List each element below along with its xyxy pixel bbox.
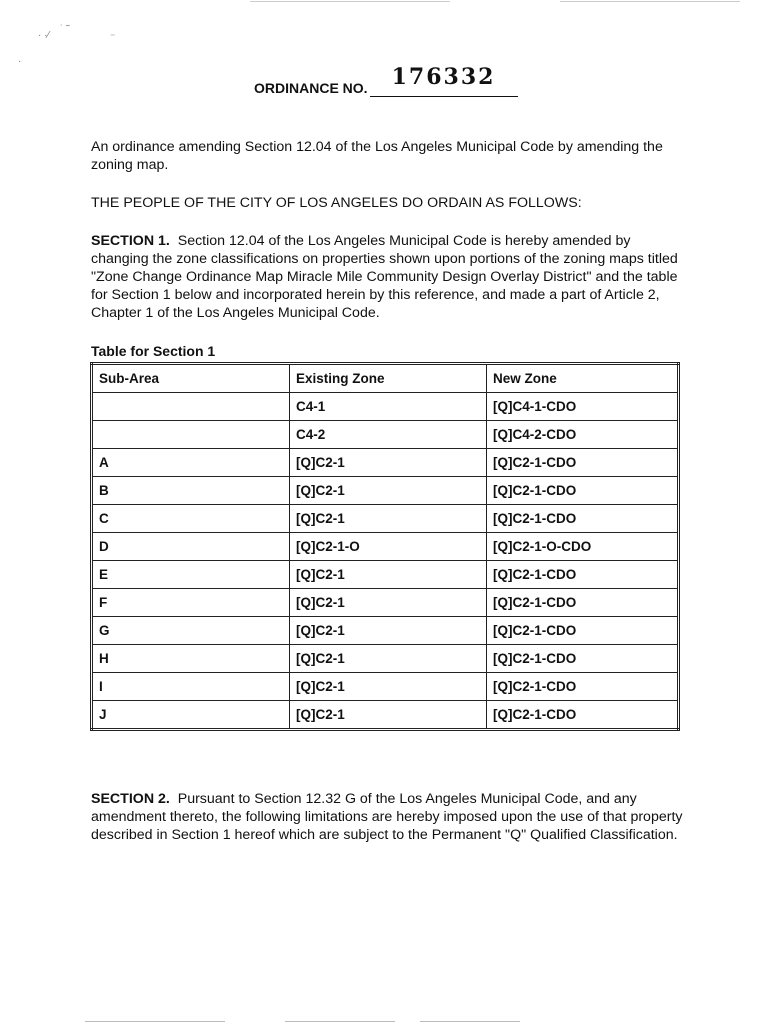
section-1-paragraph [91, 232, 691, 322]
new-zone-cell: [Q]C2-1-O-CDO [487, 533, 679, 561]
sub-area-cell: I [92, 673, 290, 701]
sub-area-cell: G [92, 617, 290, 645]
new-zone-cell: [Q]C2-1-CDO [487, 561, 679, 589]
sub-area-cell [92, 421, 290, 449]
section-2-text: Pursuant to Section 12.32 G of the Los Angeles Municipal Code, and any amendment thereto, the following limitations are hereby imposed upon the use of that property described in Section 1 hereof which are subject to the Permanent "Q" Qualified Classification. [91, 791, 683, 843]
sub-area-cell: D [92, 533, 290, 561]
table-row [92, 421, 679, 449]
existing-zone-cell: [Q]C2-1 [290, 477, 487, 505]
section-1-text: Section 12.04 of the Los Angeles Municipal Code is hereby amended by changing the zone classifications on properties shown upon portions of the zoning maps titled "Zone Change Ordinance Map Miracle Mile Community Design Overlay District" and the table for Section 1 below and incorporated herein by this reference, and made a part of Article 2, Chapter 1 of the Los Angeles Municipal Code. [91, 233, 678, 321]
new-zone-cell: [Q]C2-1-CDO [487, 673, 679, 701]
sub-area-cell [92, 393, 290, 421]
sub-area-cell: J [92, 701, 290, 730]
scan-speck: ⁻ [110, 32, 116, 43]
existing-zone-cell: [Q]C2-1 [290, 701, 487, 730]
scan-artifact-line [85, 1021, 225, 1022]
existing-zone-cell: C4-1 [290, 393, 487, 421]
section-2-paragraph [91, 790, 691, 844]
table-row [92, 645, 679, 673]
existing-zone-cell: [Q]C2-1 [290, 645, 487, 673]
existing-zone-cell: [Q]C2-1 [290, 589, 487, 617]
new-zone-cell: [Q]C2-1-CDO [487, 617, 679, 645]
section-2-heading: SECTION 2. [91, 791, 170, 807]
ordinance-label: ORDINANCE NO. [254, 80, 368, 96]
new-zone-cell: [Q]C2-1-CDO [487, 645, 679, 673]
scan-artifact-line [420, 1021, 520, 1022]
new-zone-cell: [Q]C2-1-CDO [487, 449, 679, 477]
zone-change-table [90, 362, 680, 731]
existing-zone-cell: [Q]C2-1 [290, 505, 487, 533]
scan-speck: · [18, 56, 22, 67]
ordinance-number-field [370, 64, 518, 97]
existing-zone-cell: [Q]C2-1 [290, 561, 487, 589]
column-header-existing-zone: Existing Zone [290, 364, 487, 393]
scan-artifact-line [560, 1, 740, 2]
sub-area-cell: A [92, 449, 290, 477]
table-row [92, 701, 679, 730]
scan-artifact-line [285, 1021, 395, 1022]
new-zone-cell: [Q]C2-1-CDO [487, 505, 679, 533]
table-row [92, 673, 679, 701]
table-row [92, 561, 679, 589]
existing-zone-cell: [Q]C2-1 [290, 673, 487, 701]
ordain-paragraph: THE PEOPLE OF THE CITY OF LOS ANGELES DO ORDAIN AS FOLLOWS: [91, 195, 582, 211]
scan-artifact-line [250, 1, 450, 2]
sub-area-cell: E [92, 561, 290, 589]
sub-area-cell: H [92, 645, 290, 673]
column-header-sub-area: Sub-Area [92, 364, 290, 393]
ordinance-number: 176332 [391, 64, 496, 90]
intro-paragraph: An ordinance amending Section 12.04 of the Los Angeles Municipal Code by amending the zoning map. [91, 139, 663, 173]
table-header-row [92, 364, 679, 393]
new-zone-cell: [Q]C2-1-CDO [487, 589, 679, 617]
table-row [92, 449, 679, 477]
table-row [92, 477, 679, 505]
existing-zone-cell: [Q]C2-1 [290, 449, 487, 477]
sub-area-cell: C [92, 505, 290, 533]
new-zone-cell: [Q]C2-1-CDO [487, 477, 679, 505]
table-row [92, 589, 679, 617]
table-row [92, 533, 679, 561]
new-zone-cell: [Q]C4-1-CDO [487, 393, 679, 421]
column-header-new-zone: New Zone [487, 364, 679, 393]
sub-area-cell: F [92, 589, 290, 617]
scan-speck: ˙ ˜ [60, 24, 70, 35]
existing-zone-cell: C4-2 [290, 421, 487, 449]
scan-speck: · ·⁄ [38, 30, 50, 41]
new-zone-cell: [Q]C4-2-CDO [487, 421, 679, 449]
table-row [92, 393, 679, 421]
table-caption: Table for Section 1 [91, 343, 216, 359]
ordinance-header [254, 64, 518, 97]
new-zone-cell: [Q]C2-1-CDO [487, 701, 679, 730]
table-row [92, 505, 679, 533]
table-row [92, 617, 679, 645]
existing-zone-cell: [Q]C2-1-O [290, 533, 487, 561]
section-1-heading: SECTION 1. [91, 233, 170, 249]
sub-area-cell: B [92, 477, 290, 505]
existing-zone-cell: [Q]C2-1 [290, 617, 487, 645]
